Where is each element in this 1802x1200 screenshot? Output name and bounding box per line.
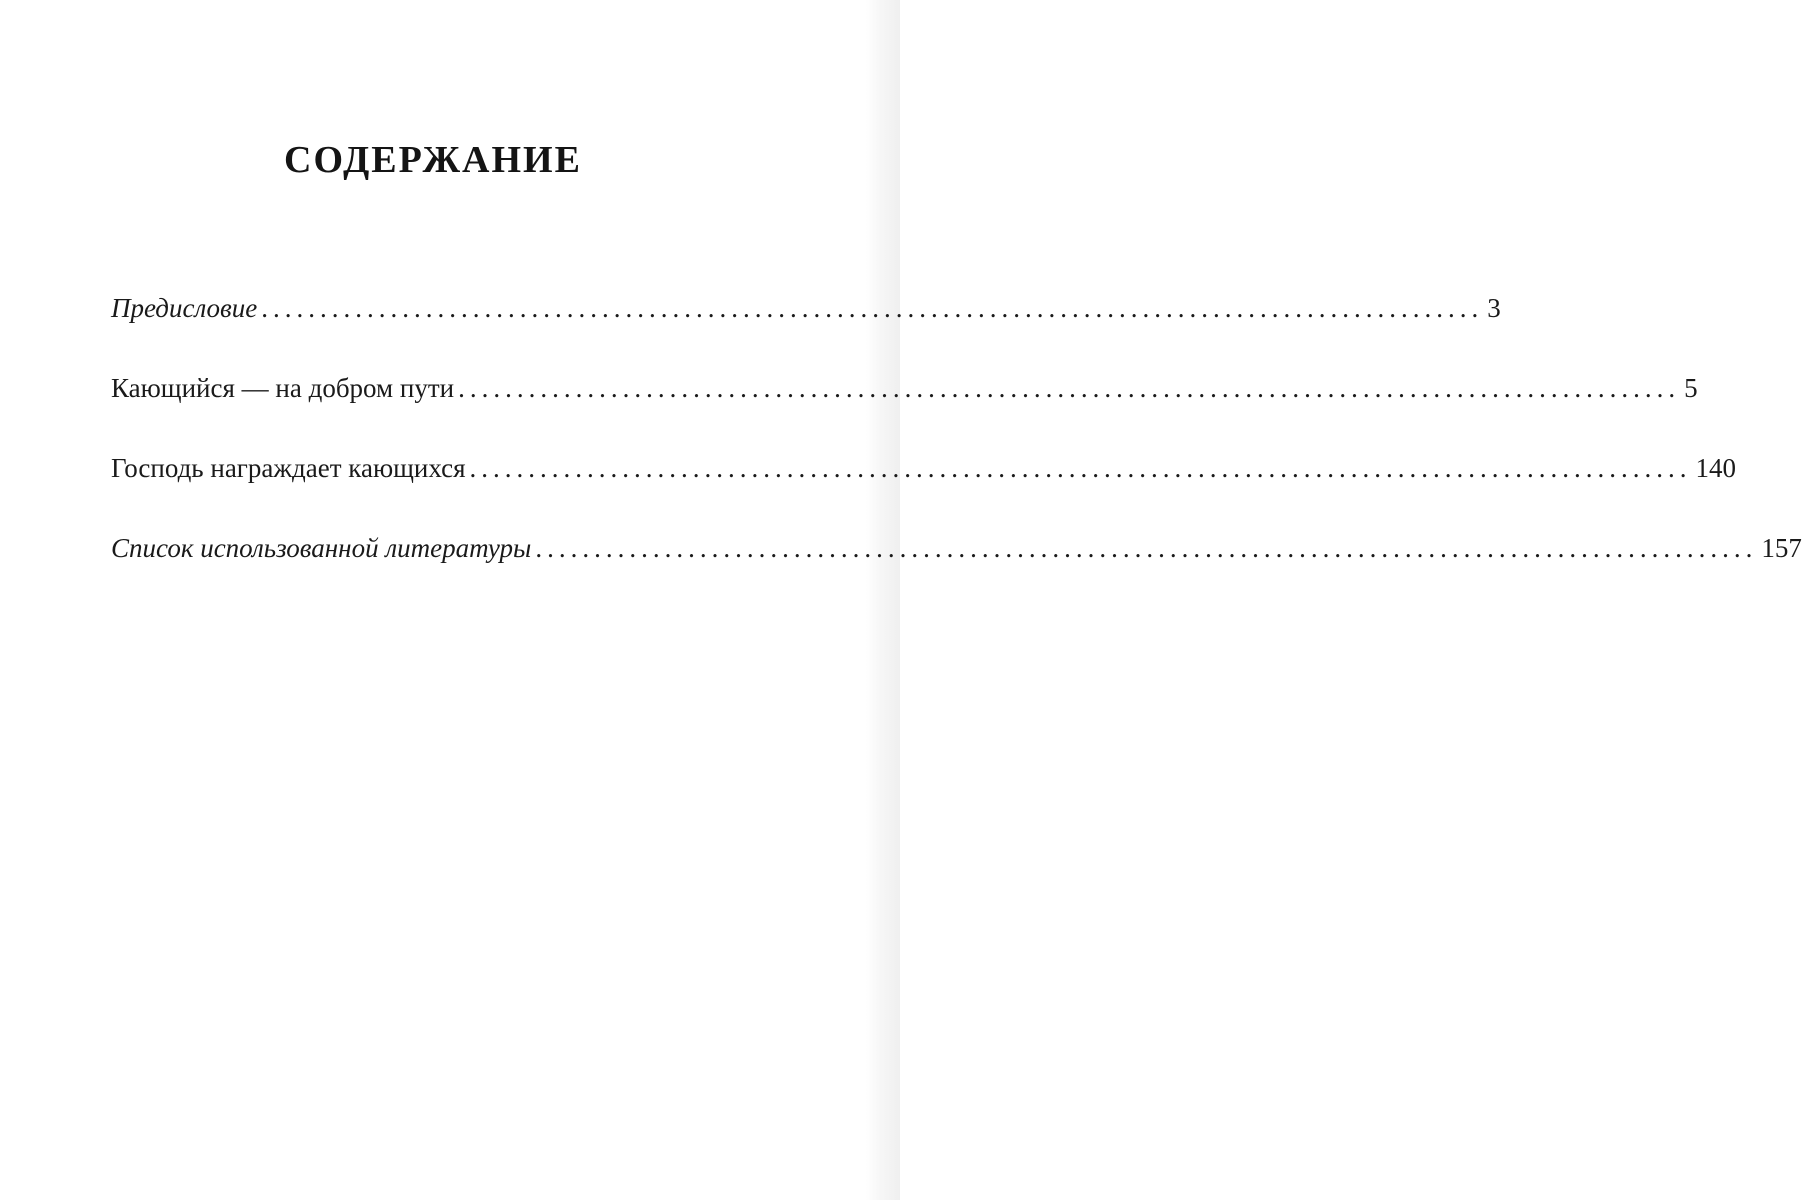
page-edge-shadow xyxy=(866,0,900,1200)
dot-leader: ........................................................................................................ xyxy=(469,453,1692,483)
toc-entry-lord-rewards xyxy=(111,448,1736,488)
toc-entry-label: Господь награждает кающихся xyxy=(111,453,466,483)
toc-entry-label: Предисловие xyxy=(111,293,258,323)
toc-entry-page-number: 3 xyxy=(1487,293,1501,323)
toc-entry-page-number: 5 xyxy=(1684,373,1698,403)
toc-entry-penitent xyxy=(111,368,1698,408)
toc-entry-page-number: 157 xyxy=(1761,533,1802,563)
page-title: СОДЕРЖАНИЕ xyxy=(284,139,582,181)
dot-leader: ........................................................................................................ xyxy=(261,293,1484,323)
toc-entry-label: Кающийся — на добром пути xyxy=(111,373,455,403)
dot-leader: ........................................................................................................ xyxy=(458,373,1681,403)
table-of-contents xyxy=(111,288,1802,608)
toc-entry-label: Список использованной литературы xyxy=(111,533,532,563)
toc-entry-preface xyxy=(111,288,1501,328)
toc-entry-page-number: 140 xyxy=(1695,453,1736,483)
toc-entry-bibliography xyxy=(111,528,1802,568)
dot-leader: ........................................................................................................ xyxy=(535,533,1758,563)
